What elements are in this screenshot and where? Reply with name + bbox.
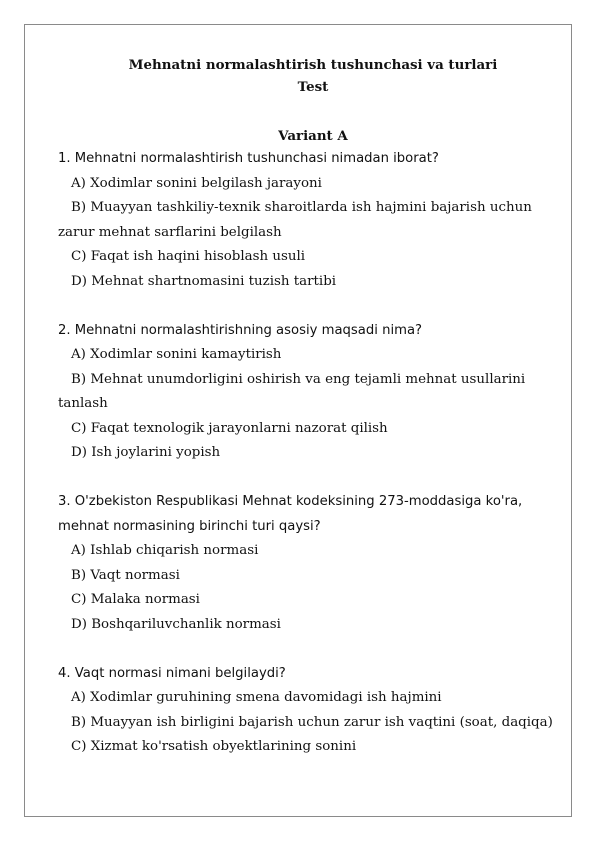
question-1 [58,147,558,294]
variant-heading: Variant A [278,128,348,144]
question-text: 1. Mehnatni normalashtirish tushunchasi nimadan iborat? [58,151,439,166]
answer-option-c: C) Faqat texnologik jarayonlarni nazorat qilish [71,420,388,436]
answer-option-a: A) Ishlab chiqarish normasi [71,543,259,558]
answer-option-a: A) Xodimlar sonini belgilash jarayoni [71,175,322,191]
question-4 [58,662,558,760]
question-text: 3. O'zbekiston Respublikasi Mehnat kodeksining 273-moddasiga ko'ra, mehnat normasining birinchi turi qaysi? [58,494,523,534]
answer-option-a: A) Xodimlar sonini kamaytirish [71,347,282,362]
answer-option-d: D) Ish joylarini yopish [71,445,221,460]
question-text: 2. Mehnatni normalashtirishning asosiy maqsadi nima? [58,322,423,338]
answer-option-d: D) Mehnat shartnomasini tuzish tartibi [71,273,337,289]
answer-option-d: D) Boshqariluvchanlik normasi [71,616,281,632]
question-spacer [58,294,558,319]
question-2 [58,319,558,466]
answer-option-b: B) Vaqt normasi [71,567,180,583]
answer-option-c: C) Faqat ish haqini hisoblash usuli [71,249,306,264]
document-body [58,54,558,760]
answer-option-b: B) Muayyan tashkiliy-texnik sharoitlarda ish hajmini bajarish uchun zarur mehnat sarflarini belgilash [58,200,532,240]
answer-option-b: B) Muayyan ish birligini bajarish uchun zarur ish vaqtini (soat, daqiqa) [71,714,553,730]
answer-option-a: A) Xodimlar guruhining smena davomidagi ish hajmini [71,690,442,705]
question-text: 4. Vaqt normasi nimani belgilaydi? [58,665,286,681]
question-3 [58,490,558,637]
answer-option-b: B) Mehnat unumdorligini oshirish va eng tejamli mehnat usullarini tanlash [58,371,526,411]
document-title: Mehnatni normalashtirish tushunchasi va turlari [128,57,498,73]
question-spacer [58,466,558,491]
answer-option-c: C) Malaka normasi [71,592,200,607]
document-subtitle: Test [297,79,329,95]
question-spacer [58,637,558,662]
answer-option-c: C) Xizmat ko'rsatish obyektlarining sonini [71,739,357,754]
